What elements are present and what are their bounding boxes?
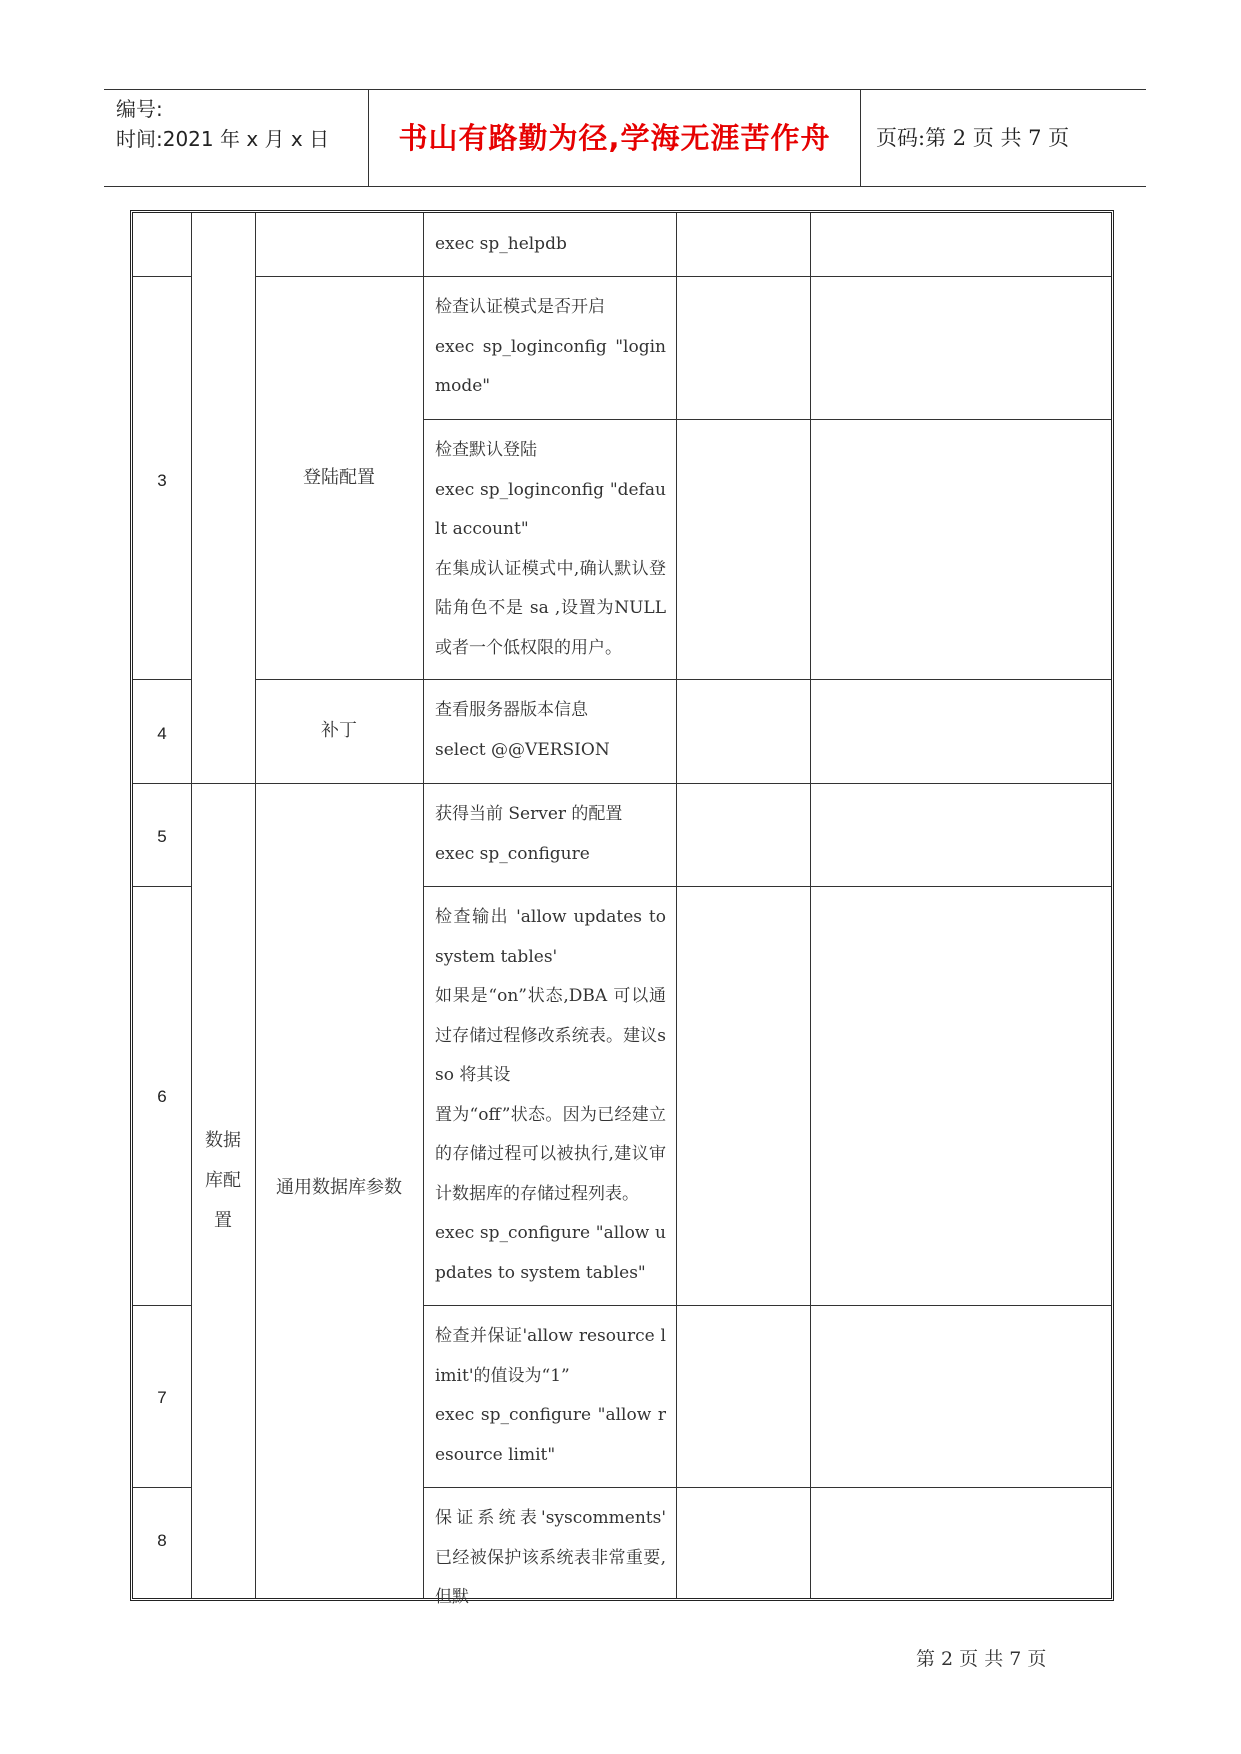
subcategory-label: 补丁	[321, 720, 357, 741]
content-cell: 保证系统表'syscomments' 已经被保护该系统表非常重要,但默	[435, 1508, 666, 1607]
serial-label: 编号:	[116, 97, 163, 121]
row-number: 6	[157, 1087, 167, 1106]
content-cell: 检查输出 'allow updates to system tables' 如果是“on”状态,DBA 可以通过存储过程修改系统表。建议sso 将其设 置为“off”状态。因为已经建立的存储过程可以被执行,建议审计数据库的存储过程列表。 exec sp_configure "allow updates to system tables"	[435, 907, 666, 1283]
row-number: 3	[157, 471, 167, 490]
content-cell: 查看服务器版本信息 select @@VERSION	[435, 700, 610, 760]
header-page-info: 页码:第 2 页 共 7 页	[876, 126, 1070, 150]
audit-table-grid	[133, 213, 1111, 1607]
audit-table	[130, 210, 1114, 1607]
content-cell: exec sp_helpdb	[435, 234, 567, 254]
date-label: 时间:2021 年 x 月 x 日	[116, 127, 330, 151]
subcategory-label: 登陆配置	[303, 467, 375, 488]
content-cell: 检查认证模式是否开启 exec sp_loginconfig "login mode"	[435, 297, 666, 396]
row-number: 5	[157, 827, 167, 846]
header-motto: 书山有路勤为径,学海无涯苦作舟	[398, 121, 831, 155]
header-meta	[116, 94, 329, 154]
category-label: 数据库配置	[205, 1130, 241, 1231]
row-number: 4	[157, 724, 167, 743]
content-cell: 获得当前 Server 的配置 exec sp_configure	[435, 804, 623, 864]
page-footer: 第 2 页 共 7 页	[916, 1648, 1047, 1670]
subcategory-label: 通用数据库参数	[276, 1177, 402, 1198]
row-number: 8	[157, 1531, 167, 1550]
content-cell: 检查并保证'allow resource limit'的值设为“1” exec sp_configure "allow resource limit"	[435, 1326, 666, 1465]
header-divider	[860, 90, 861, 186]
content-cell: 检查默认登陆 exec sp_loginconfig "default account" 在集成认证模式中,确认默认登陆角色不是 sa ,设置为NULL 或者一个低权限的用户。	[435, 440, 666, 658]
page-header	[104, 89, 1146, 187]
row-number: 7	[157, 1388, 167, 1407]
